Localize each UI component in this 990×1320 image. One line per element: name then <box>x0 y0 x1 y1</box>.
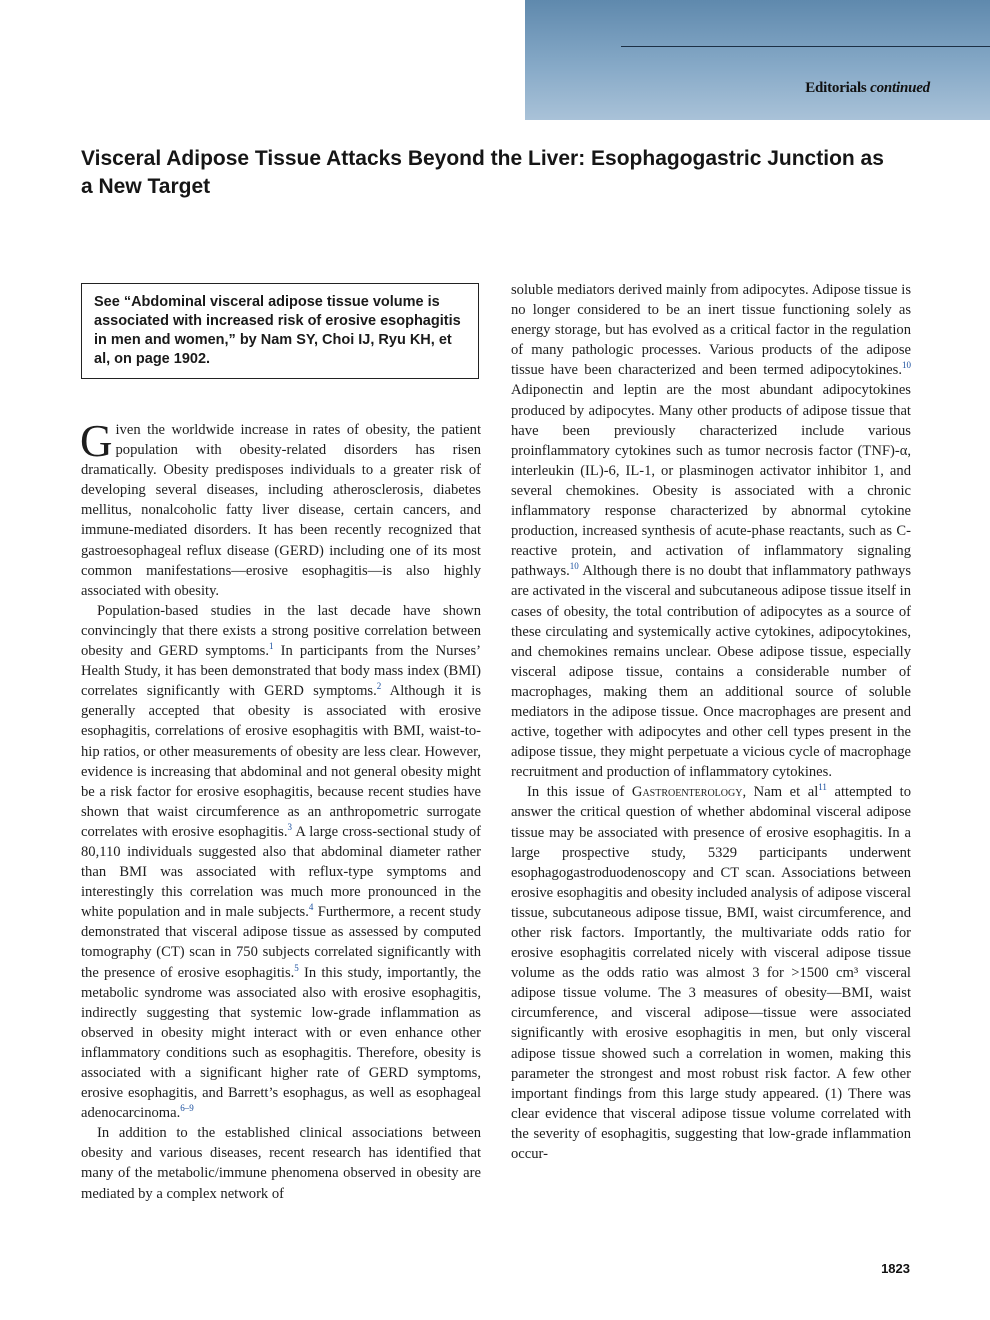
section-continued: continued <box>870 80 930 96</box>
reference-link[interactable]: 1 <box>269 641 274 652</box>
paragraph-text: iven the worldwide increase in rates of obesity, the patient population with obesity-related disorders has risen dramatically. Obesity predisposes individuals to a greater risk of developing several diseases, including atherosclerosis, diabetes mellitus, nonalcoholic fatty liver disease, certain cancers, and immune-mediated disorders. It has been recently recognized that gastroesophageal reflux disease (GERD) including one of its most common manifestations—erosive esophagitis—is also highly associated with obesity. <box>81 422 481 599</box>
page-number: 1823 <box>881 1261 910 1276</box>
paragraph-text: Adiponectin and leptin are the most abundant adipocytokines produced by adipocytes. Many other products of adipose tissue that have been previously characterized include various proinflammatory cytokines such as tumor necrosis factor (TNF)-α, interleukin (IL)-6, IL-1, or plasminogen activator inhibitor 1, and several chemokines. Obesity is associated with a chronic inflammatory response characterized by abnormal cytokine production, increased synthesis of acute-phase reactants, such as C-reactive protein, and activation of inflammatory signaling pathways. <box>511 382 911 580</box>
reference-link[interactable]: 5 <box>294 962 299 973</box>
paragraph-3 <box>81 1123 481 1203</box>
journal-name: Gastroenterology <box>631 784 743 801</box>
section-name: Editorials <box>805 80 867 96</box>
paragraph-text: Population-based studies in the last decade have shown convincingly that there exists a strong positive correlation between obesity and GERD symptoms. <box>81 602 481 660</box>
paragraph-1 <box>80 416 481 601</box>
paragraph-text: In participants from the Nurses’ Health Study, it has been demonstrated that body mass index (BMI) correlates significantly with GERD symptoms. <box>81 643 481 700</box>
reference-link[interactable]: 4 <box>308 902 314 913</box>
paragraph-text: In this study, importantly, the metabolic syndrome was associated also with erosive esophagitis, indirectly suggesting that systemic low-grade inflammation as observed in obesity might interact with or even enhance other inflammatory conditions such as esophagitis. Therefore, obesity is associated with a significant higher rate of GERD symptoms, erosive esophagitis, and Barrett’s esophagus, as well as esophageal adenocarcinoma. <box>81 964 481 1122</box>
reference-link[interactable]: 11 <box>818 782 827 793</box>
reference-link[interactable]: 2 <box>376 681 382 692</box>
paragraph-2 <box>81 601 481 1123</box>
paragraph-text: , Nam et al <box>742 784 819 801</box>
paragraph-continued <box>511 280 911 782</box>
paragraph-text: attempted to answer the critical question of whether abdominal visceral adipose tissue may be associated with presence of erosive esophagitis. In a large prospective study, 5329 participants underwent esophagogastroduodenoscopy and CT scan. Associations between erosive esophagitis and obesity included analysis of adipose visceral tissue, subcutaneous adipose tissue, BMI, waist circumference, and other risk factors. Importantly, the multivariate odds ratio for erosive esophagitis correlated nicely with visceral adipose tissue volume as the odds ratio was almost 3 for >1500 cm³ visceral adipose tissue volume. The 3 measures of obesity—BMI, waist circumference, and visceral adipose—tissue were associated significantly with erosive esophagitis in men, but only visceral adipose tissue showed such a correlation in women, making this parameter the strongest and most robust risk factor. A few other important findings from this large study appeared. (1) There was clear evidence that visceral adipose tissue volume correlated with the severity of esophagitis, suggesting that low-grade inflammation occur- <box>511 784 911 1163</box>
paragraph-text: Furthermore, a recent study demonstrated that visceral adipose tissue as assessed by computed tomography (CT) scan in 750 subjects correlated significantly with the presence of erosive esophagitis. <box>81 904 481 981</box>
paragraph-text: soluble mediators derived mainly from adipocytes. Adipose tissue is no longer considered to be an inert tissue functioning solely as energy storage, but has evolved as a critical factor in the regulation of many pathologic processes. Various products of the adipose tissue have been characterized and been termed adipocytokines. <box>511 282 911 379</box>
header-band <box>525 0 990 120</box>
paragraph-text: Although it is generally accepted that obesity is associated with erosive esophagitis, correlations of erosive esophagitis with BMI, waist-to-hip ratios, or other measurements of obesity are less clear. However, evidence is increasing that abdominal and not general obesity might be a risk factor for erosive esophagitis, because recent studies have shown that waist circumference as an anthropometric surrogate correlates with erosive esophagitis. <box>81 683 482 840</box>
reference-link[interactable]: 3 <box>287 822 293 833</box>
drop-cap: G <box>80 416 113 466</box>
reference-link[interactable]: 6–9 <box>180 1103 194 1114</box>
paragraph-text: Although there is no doubt that inflammatory pathways are activated in the visceral and subcutaneous adipose tissue itself in cases of obesity, the total contribution of adipocytes as a source of these circulating and systemically active cytokines, adipocytokines, and chemokines remains unclear. Obese adipose tissue, especially visceral adipose tissue, contains a considerable number of macrophages, making them an additional source of soluble mediators in the adipose tissue. Once macrophages are present and active, together with adipocytes and other cell types present in the adipose tissue, they might perpetuate a vicious cycle of macrophage recruitment and production of inflammatory cytokines. <box>511 563 911 781</box>
paragraph-text: In this issue of <box>527 784 632 801</box>
article-title: Visceral Adipose Tissue Attacks Beyond the Liver: Esophagogastric Junction as a New Target <box>81 147 884 198</box>
left-column <box>80 416 482 1204</box>
right-column <box>511 280 911 1164</box>
header-rule <box>621 46 990 47</box>
reference-link[interactable]: 10 <box>902 360 911 371</box>
paragraph-text: In addition to the established clinical associations between obesity and various diseases, recent research has identified that many of the metabolic/immune phenomena observed in obesity are mediated by a complex network of <box>81 1125 481 1202</box>
section-label <box>805 80 930 97</box>
reference-link[interactable]: 10 <box>569 561 579 572</box>
see-also-box: See “Abdominal visceral adipose tissue volume is associated with increased risk of erosive esophagitis in men and women,” by Nam SY, Choi IJ, Ryu KH, et al, on page 1902. <box>81 283 479 379</box>
paragraph-text: A large cross-sectional study of 80,110 individuals suggested also that abdominal diameter rather than BMI was associated with reflux-type symptoms and interestingly this correlation was much more pronounced in the white population and in male subjects. <box>81 823 482 921</box>
paragraph-4 <box>511 782 911 1164</box>
